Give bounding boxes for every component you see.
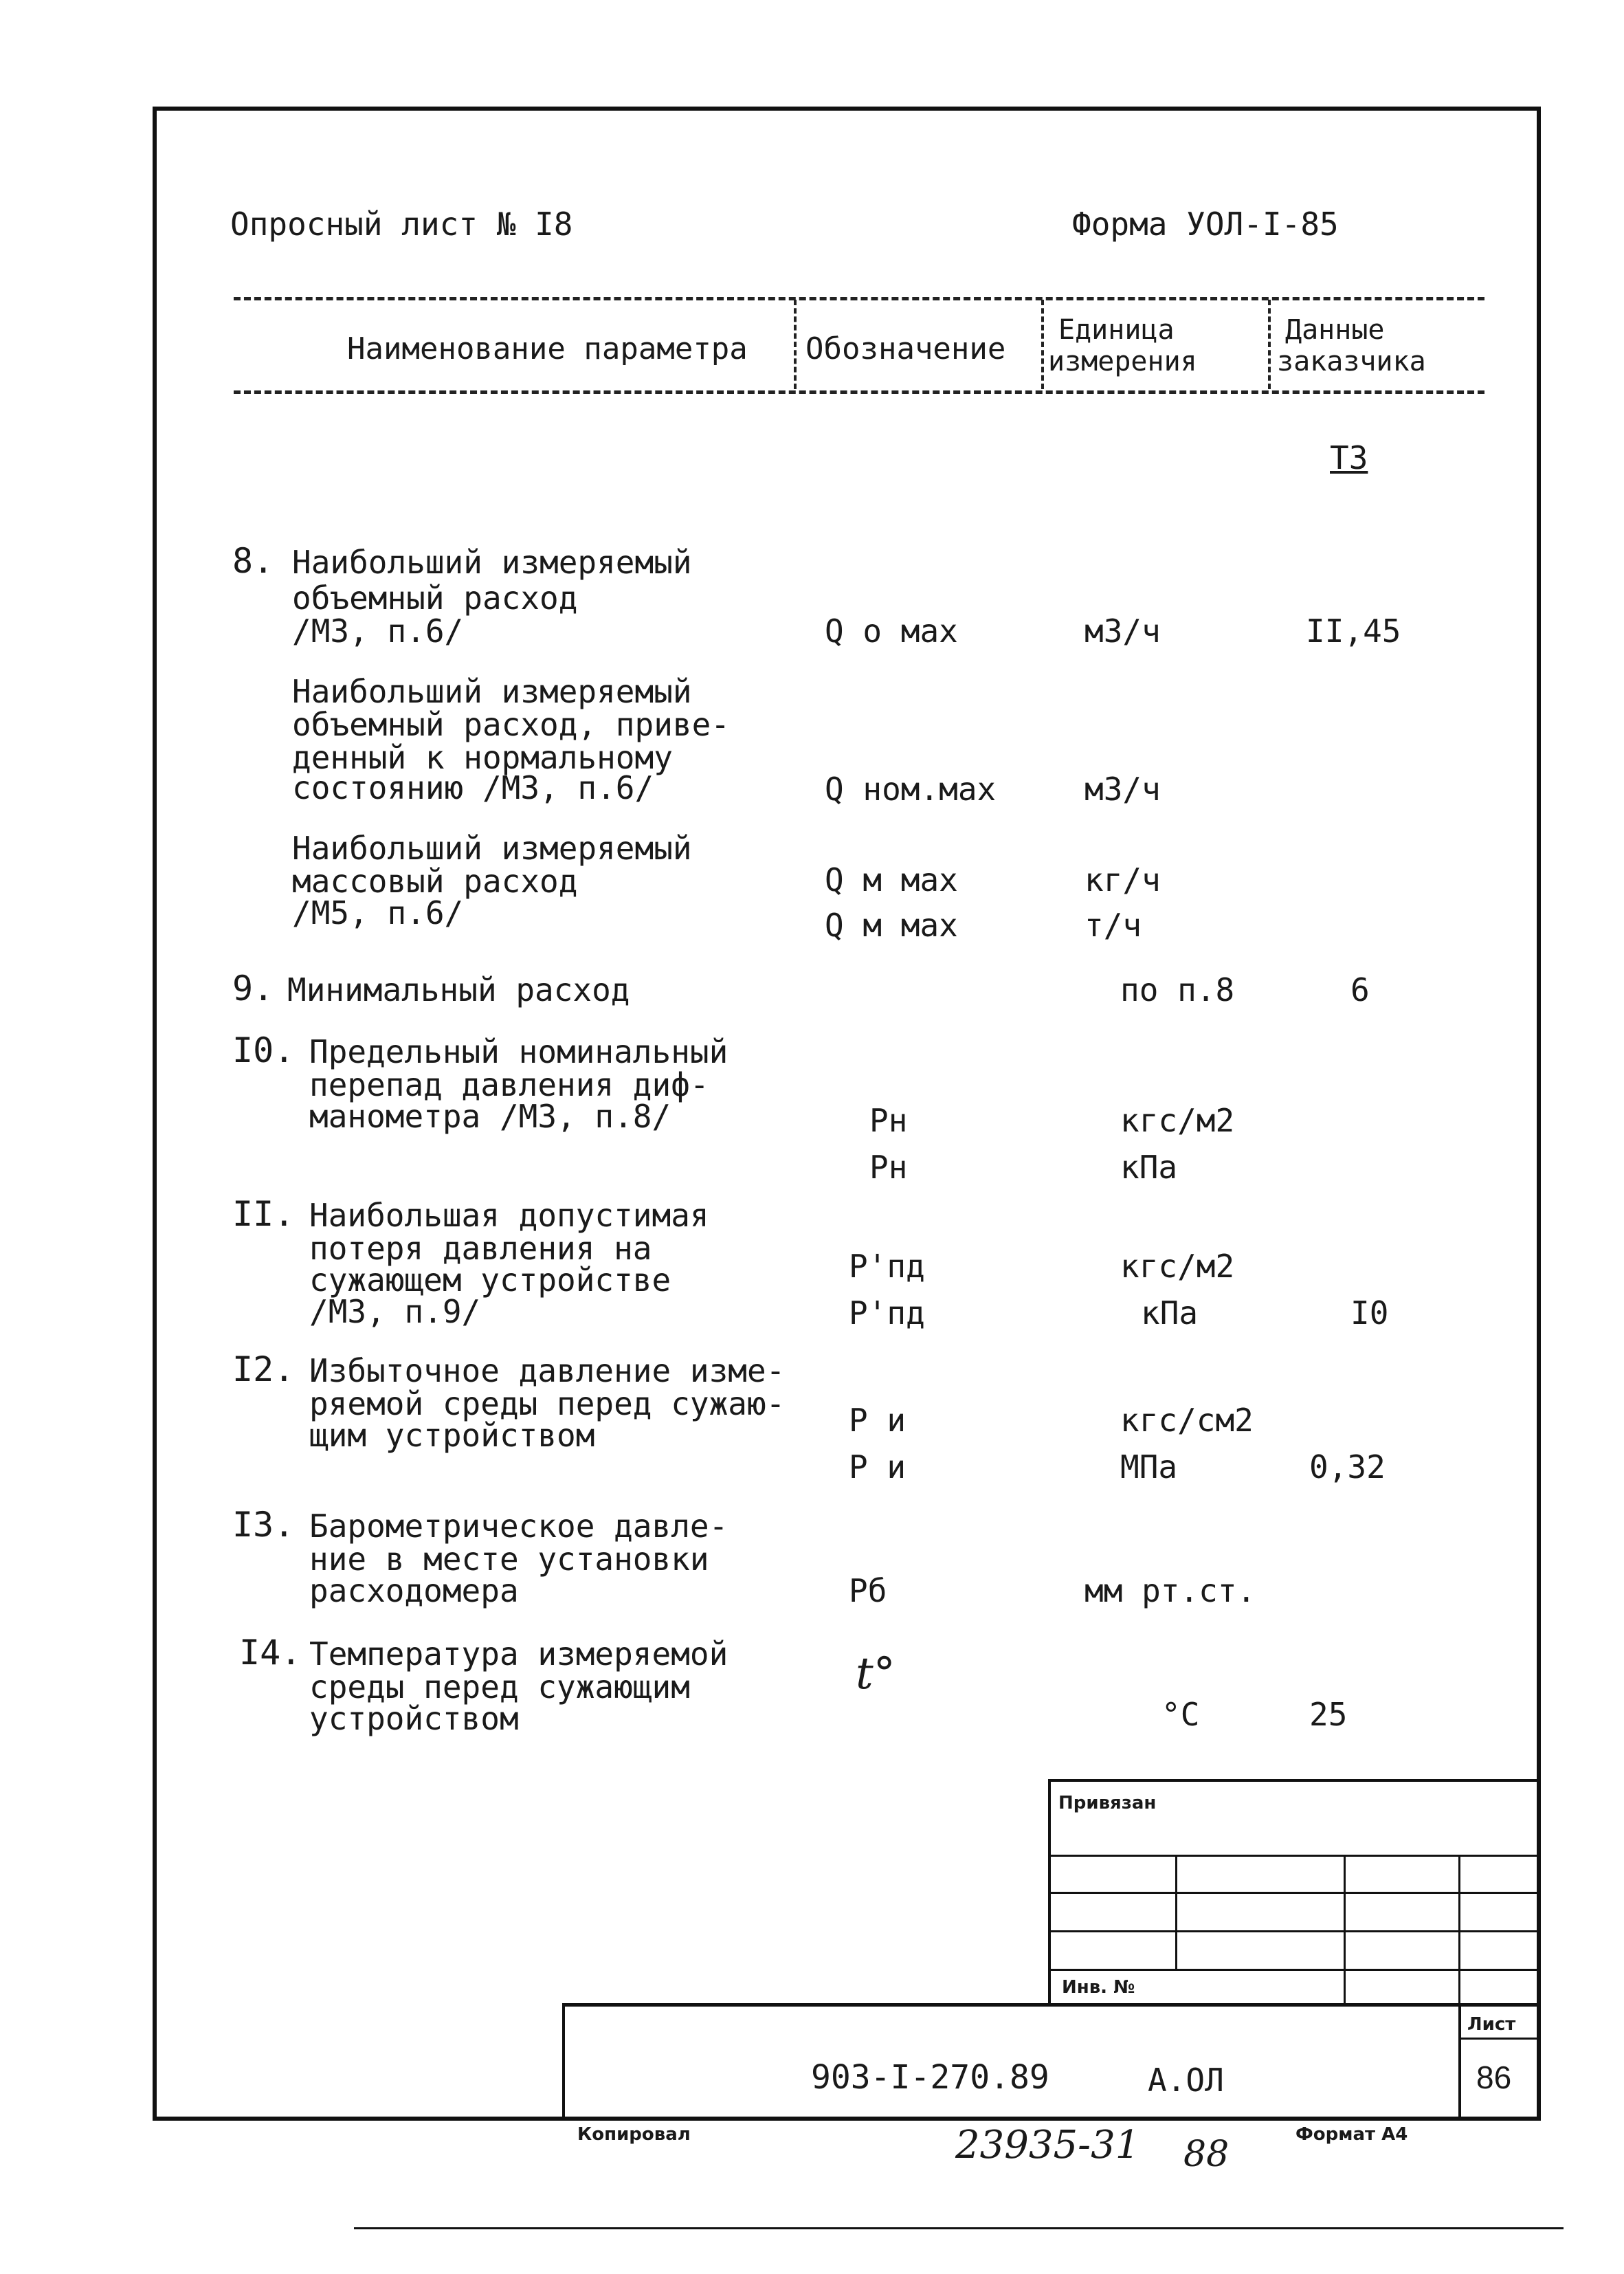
- stamp-col-line-1: [1175, 1855, 1177, 1969]
- stamp-row-line-4: [1048, 1969, 1537, 1971]
- form-code: Форма УОЛ-I-85: [1072, 206, 1339, 243]
- item-8b-line3: денный к нормальному: [292, 739, 673, 776]
- item-number-9: 9.: [232, 969, 274, 1008]
- frame-bottom-border: [153, 2117, 1541, 2121]
- header-divider-2: [1041, 300, 1044, 389]
- item-8c-line3: /М5, п.6/: [292, 894, 464, 931]
- frame-top-border: [153, 107, 1541, 111]
- frame-right-border: [1537, 107, 1541, 2121]
- code-block-sheet-divider: [1458, 2003, 1461, 2119]
- stamp-col-line-2: [1344, 1855, 1346, 2005]
- handwritten-number-2: 88: [1183, 2134, 1230, 2175]
- item-12-line1: Избыточное давление изме-: [309, 1352, 786, 1389]
- item-10-line1: Предельный номинальный: [309, 1033, 728, 1070]
- stamp-col-line-3: [1458, 1855, 1460, 2005]
- item-8a-line2: объемный расход: [292, 579, 578, 617]
- item-12-symbol2: Р и: [849, 1448, 906, 1486]
- item-11-line1: Наибольшая допустимая: [309, 1197, 709, 1234]
- item-10-unit1: кгс/м2: [1120, 1102, 1235, 1139]
- stamp-top-line: [1048, 1779, 1537, 1782]
- sheet-label: Лист: [1467, 2014, 1516, 2035]
- header-bottom-dash: [234, 390, 1484, 394]
- item-8c-line2: массовый расход: [292, 863, 578, 900]
- item-8a-value: II,45: [1306, 612, 1401, 650]
- item-9-text: Минимальный расход: [287, 971, 630, 1008]
- item-8c-unit1: кг/ч: [1084, 861, 1161, 898]
- item-12-unit2: МПа: [1120, 1448, 1178, 1486]
- item-8a-line1: Наибольший измеряемый: [292, 544, 692, 581]
- item-8b-unit: м3/ч: [1084, 771, 1161, 808]
- item-number-13: I3.: [232, 1505, 295, 1545]
- item-8b-line2: объемный расход, приве-: [292, 706, 730, 743]
- document-suffix: А.ОЛ: [1148, 2062, 1224, 2099]
- item-8c-line1: Наибольший измеряемый: [292, 830, 692, 867]
- item-11-symbol2: Р'пд: [849, 1294, 925, 1332]
- item-12-value: 0,32: [1309, 1448, 1386, 1486]
- handwritten-number: 23935-31: [955, 2123, 1140, 2167]
- item-8b-line4: состоянию /МЗ, п.6/: [292, 769, 654, 806]
- code-block-sheet-line: [1458, 2038, 1537, 2040]
- item-11-value: I0: [1350, 1294, 1389, 1332]
- bottom-rule: [354, 2227, 1564, 2229]
- item-number-12: I2.: [232, 1349, 295, 1389]
- item-14-unit: °С: [1161, 1696, 1200, 1733]
- item-9-value: 6: [1350, 971, 1370, 1008]
- item-11-unit1: кгс/м2: [1120, 1248, 1235, 1285]
- stamp-bound-label: Привязан: [1058, 1793, 1157, 1813]
- column-header-symbol: Обозначение: [805, 331, 1006, 366]
- format-label: Формат А4: [1295, 2124, 1408, 2145]
- item-9-unit: по п.8: [1120, 971, 1235, 1008]
- item-13-unit: мм рт.ст.: [1084, 1572, 1256, 1609]
- item-12-line3: щим устройством: [309, 1417, 595, 1454]
- item-14-line3: устройством: [309, 1700, 519, 1737]
- item-8c-unit2: т/ч: [1084, 907, 1142, 944]
- item-10-line3: манометра /МЗ, п.8/: [309, 1098, 671, 1135]
- stamp-row-line-1: [1048, 1855, 1537, 1857]
- item-13-symbol: Рб: [849, 1572, 887, 1609]
- sheet-number: 86: [1476, 2060, 1512, 2095]
- item-8b-symbol: Q ном.мах: [825, 771, 997, 808]
- column-header-name: Наименование параметра: [347, 331, 748, 366]
- header-top-dash: [234, 297, 1484, 300]
- item-8a-symbol: Q о мах: [825, 612, 958, 650]
- item-12-unit1: кгс/см2: [1120, 1402, 1254, 1439]
- item-14-line2: среды перед сужающим: [309, 1668, 690, 1706]
- item-11-line2: потеря давления на: [309, 1230, 652, 1267]
- header-divider-1: [794, 300, 797, 389]
- item-12-line2: ряемой среды перед сужаю-: [309, 1385, 786, 1422]
- item-13-line2: ние в месте установки: [309, 1541, 709, 1578]
- column-header-unit-line2: измерения: [1048, 346, 1197, 377]
- item-8a-unit: м3/ч: [1084, 612, 1161, 650]
- sheet-title: Опросный лист № I8: [230, 206, 573, 243]
- column-header-data-line1: Данные: [1285, 314, 1385, 346]
- item-11-unit2: кПа: [1141, 1294, 1199, 1332]
- item-number-10: I0.: [232, 1030, 295, 1070]
- item-8c-symbol1: Q м мах: [825, 861, 958, 898]
- item-13-line3: расходомера: [309, 1572, 519, 1609]
- item-11-line3: сужающем устройстве: [309, 1261, 671, 1299]
- code-block-left-line: [562, 2003, 565, 2119]
- stamp-inv-label: Инв. №: [1062, 1977, 1135, 1998]
- copied-label: Копировал: [577, 2124, 691, 2145]
- item-8a-line3: /МЗ, п.6/: [292, 612, 464, 650]
- item-14-symbol: t°: [856, 1648, 896, 1699]
- document-code: 903-I-270.89: [811, 2058, 1049, 2097]
- item-10-symbol2: Рн: [869, 1149, 908, 1186]
- stamp-row-line-3: [1048, 1930, 1537, 1932]
- item-14-value: 25: [1309, 1696, 1348, 1733]
- item-13-line1: Барометрическое давле-: [309, 1508, 728, 1545]
- item-10-symbol1: Рн: [869, 1102, 908, 1139]
- tag-label: ТЗ: [1330, 439, 1368, 476]
- header-divider-3: [1268, 300, 1271, 389]
- column-header-data-line2: заказчика: [1277, 346, 1426, 377]
- stamp-row-line-2: [1048, 1892, 1537, 1894]
- item-11-symbol1: Р'пд: [849, 1248, 925, 1285]
- item-10-unit2: кПа: [1120, 1149, 1178, 1186]
- item-14-line1: Температура измеряемой: [309, 1635, 728, 1673]
- item-number-14: I4.: [239, 1633, 302, 1673]
- item-11-line4: /МЗ, п.9/: [309, 1293, 481, 1330]
- column-header-unit-line1: Единица: [1058, 314, 1175, 346]
- item-8b-line1: Наибольший измеряемый: [292, 673, 692, 710]
- code-block-top-line: [562, 2003, 1538, 2007]
- item-8c-symbol2: Q м мах: [825, 907, 958, 944]
- item-number-11: II.: [232, 1194, 295, 1234]
- item-12-symbol1: Р и: [849, 1402, 906, 1439]
- item-number-8: 8.: [232, 541, 274, 581]
- item-10-line2: перепад давления диф-: [309, 1066, 709, 1103]
- frame-left-border: [153, 107, 157, 2121]
